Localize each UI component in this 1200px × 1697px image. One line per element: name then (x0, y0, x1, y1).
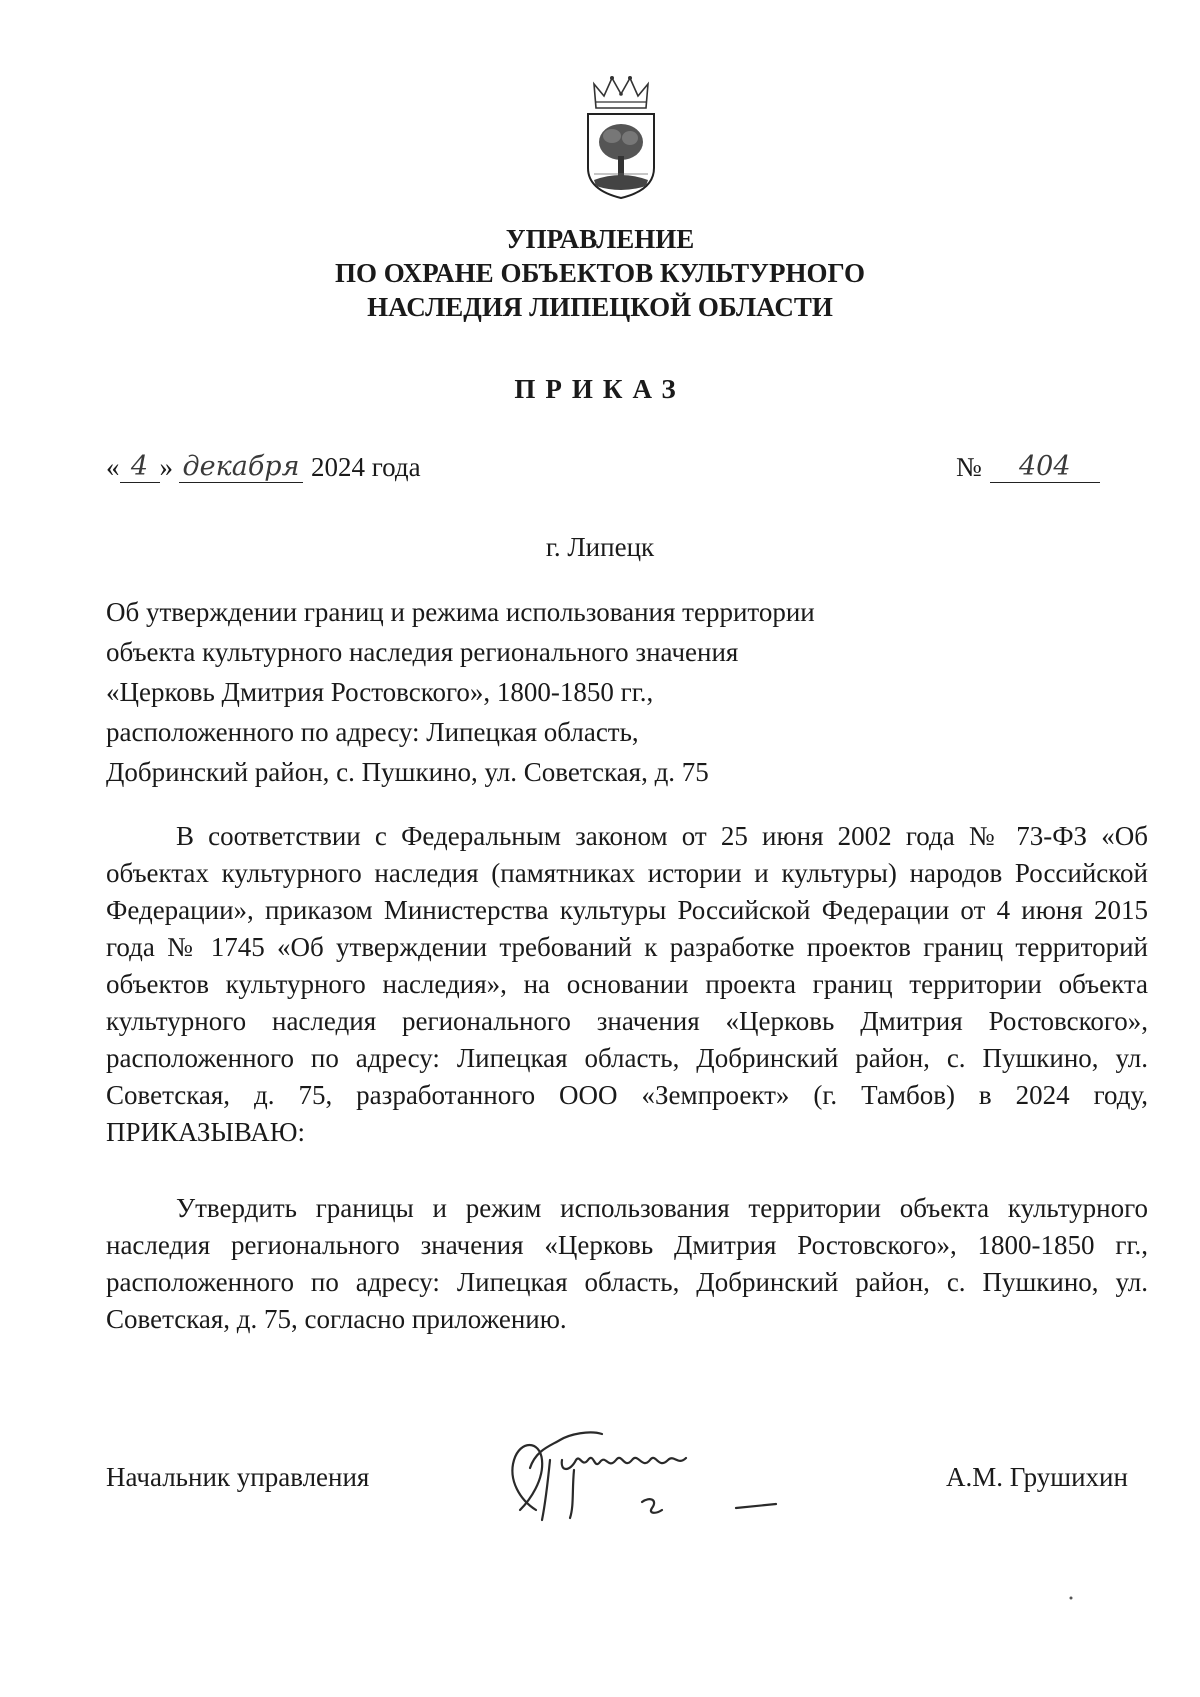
subject-line: «Церковь Дмитрия Ростовского», 1800-1850 гг., (106, 677, 654, 707)
date-year: 2024 года (311, 452, 421, 482)
body-paragraph-order: Утвердить границы и режим использования территории объекта культурного наследия регионального значения «Церковь Дмитрия Ростовского», 1800-1850 гг., расположенного по адресу: Липецкая область, Добринский район, с. Пушкино, ул. Советская, д. 75, согласно приложению. (106, 1193, 1148, 1334)
date-month: декабря (179, 452, 303, 483)
subject-line: Об утверждении границ и режима использования территории (106, 597, 815, 627)
date-close-quote: » (159, 452, 173, 482)
body-paragraph-preamble: В соответствии с Федеральным законом от 25 июня 2002 года № 73-ФЗ «Об объектах культурного наследия (памятниках истории и культуры) народов Российской Федерации», приказом Министерства культуры Российской Федерации от 4 июня 2015 года № 1745 «Об утверждении требований к разработке проектов границ территорий объектов культурного наследия», на основании проекта границ территории объекта культурного наследия регионального значения «Церковь Дмитрия Ростовского», расположенного по адресу: Липецкая область, Добринский район, с. Пушкино, ул. Советская, д. 75, разработанного ООО «Земпроект» (г. Тамбов) в 2024 году, ПРИКАЗЫВАЮ: (106, 821, 1148, 1147)
org-name-line-3: НАСЛЕДИЯ ЛИПЕЦКОЙ ОБЛАСТИ (367, 292, 833, 322)
subject-line: Добринский район, с. Пушкино, ул. Советская, д. 75 (106, 757, 709, 787)
document-city: г. Липецк (545, 532, 655, 562)
subject-line: расположенного по адресу: Липецкая область, (106, 717, 639, 747)
date-day: 4 (120, 452, 160, 483)
document-number (956, 452, 1100, 483)
signatory-name: А.М. Грушихин (946, 1462, 1128, 1492)
document-date (106, 452, 421, 483)
scan-speck (1068, 1588, 1074, 1594)
number-label: № (956, 452, 982, 482)
org-name-line-1: УПРАВЛЕНИЕ (505, 224, 695, 254)
date-open-quote: « (106, 452, 120, 482)
document-subject (106, 592, 815, 792)
signatory-position: Начальник управления (106, 1462, 370, 1492)
number-value: 404 (990, 452, 1100, 483)
org-name-line-2: ПО ОХРАНЕ ОБЪЕКТОВ КУЛЬТУРНОГО (335, 258, 865, 288)
handwritten-signature (490, 1410, 850, 1530)
coat-of-arms-icon (582, 72, 660, 202)
subject-line: объекта культурного наследия регионального значения (106, 637, 739, 667)
document-type-title: ПРИКАЗ (514, 374, 686, 404)
